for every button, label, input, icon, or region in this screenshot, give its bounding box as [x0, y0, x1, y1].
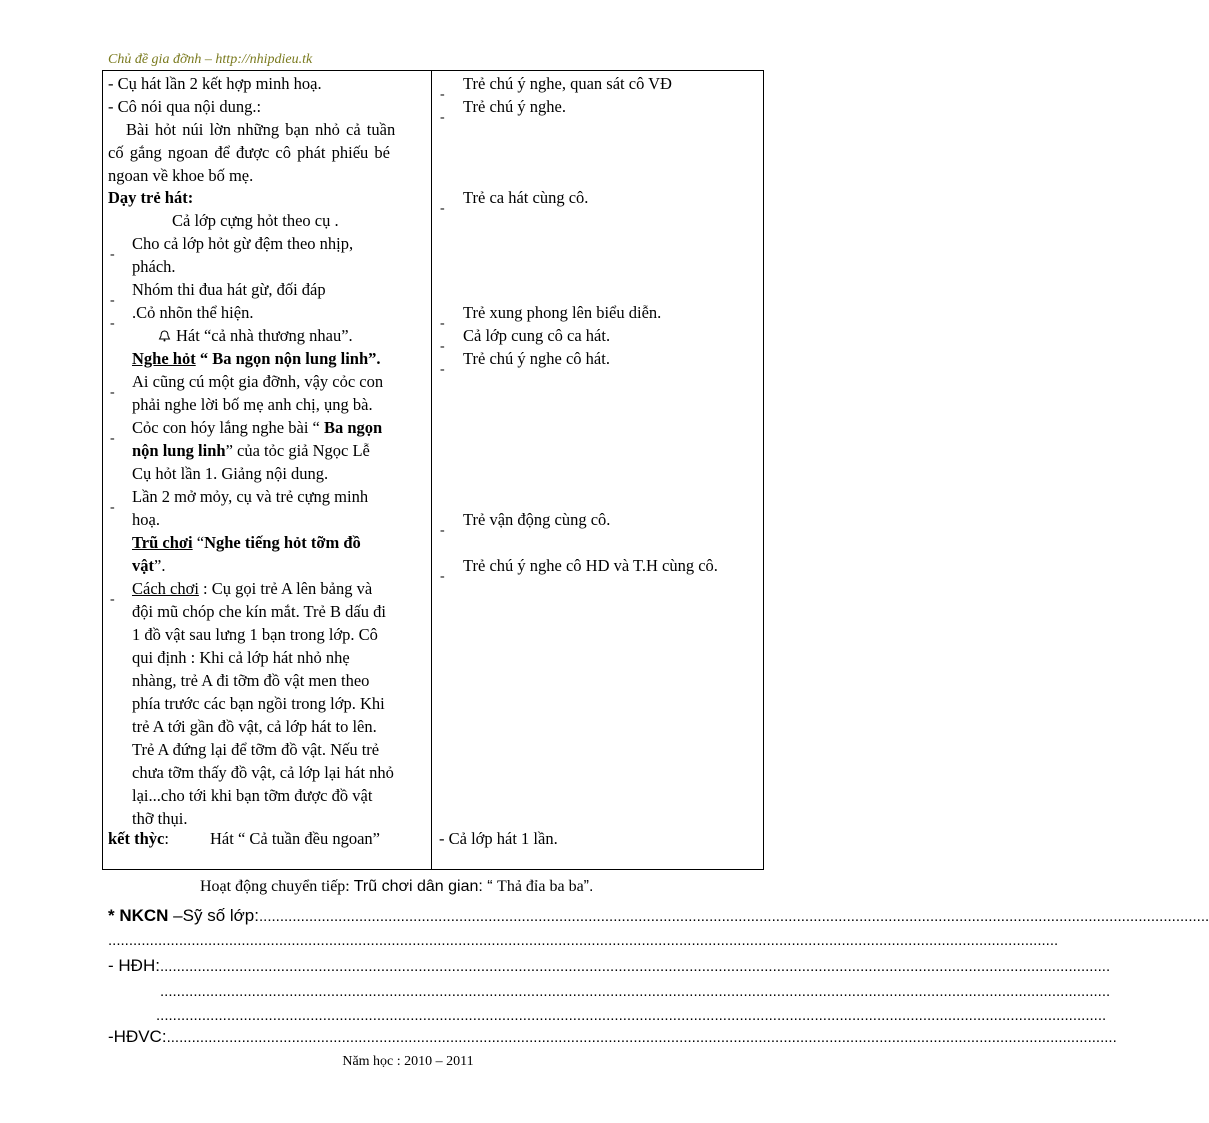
bullet-dash: - — [440, 87, 445, 102]
text-line: lại...cho tới khi bạn tỡm được đồ vật — [132, 786, 373, 805]
text-line: đội mũ chóp che kín mắt. Trẻ B dấu đi — [132, 602, 386, 621]
bullet-dash: - — [110, 385, 115, 400]
text-line: Bài hỏt núi lờn những bạn nhỏ cả tuần — [126, 120, 396, 139]
hdvc-label: -HĐVC: — [108, 1027, 167, 1046]
text-run: : Cụ gọi trẻ A lên bảng và — [198, 579, 373, 598]
text-line — [158, 325, 353, 347]
song-title: nộn lung linh — [132, 441, 226, 460]
bullet-dash: - — [440, 569, 445, 584]
text-line — [132, 532, 361, 554]
text-line: Cả lớp cựng hỏt theo cụ . — [172, 211, 339, 230]
nkcn-label: * NKCN — [108, 906, 169, 925]
text-line — [132, 417, 382, 439]
nkcn-line — [108, 906, 1209, 927]
song-title: Ba ngọn — [324, 418, 383, 437]
text-line: Cả lớp cung cô ca hát. — [463, 326, 611, 345]
hdh-label: - HĐH: — [108, 956, 160, 975]
text-line: ngoan về khoe bố mẹ. — [108, 166, 254, 185]
text-line — [132, 578, 372, 600]
text-line: Trẻ chú ý nghe. — [463, 97, 566, 116]
bullet-dash: - — [110, 500, 115, 515]
text-run: : — [164, 829, 169, 848]
section-heading: Dạy trẻ hát: — [108, 188, 194, 207]
text-line: nhàng, trẻ A đi tỡm đồ vật men theo — [132, 671, 370, 690]
page-header: Chủ đề gia đỡnh – http://nhipdieu.tk — [108, 52, 313, 67]
text-line: Trẻ xung phong lên biểu diễn. — [463, 303, 662, 322]
text-run: ”. — [583, 878, 594, 895]
text-line: Trẻ chú ý nghe cô HD và T.H cùng cô. — [463, 556, 718, 575]
text-line: trẻ A tới gần đồ vật, cả lớp hát to lên. — [132, 717, 377, 736]
text-line: Ai cũng cú một gia đỡnh, vậy cỏc con — [132, 372, 384, 391]
text-line: Trẻ chú ý nghe cô hát. — [463, 349, 610, 368]
game-title: Nghe tiếng hỏt tỡm đồ — [204, 533, 361, 552]
fill-dots: .................................................................................................................................................................................................................................... — [108, 932, 1059, 949]
text-line: Trẻ A đứng lại để tỡm đồ vật. Nếu trẻ — [132, 740, 380, 759]
text-line: Nhóm thi đua hát gừ, đối đáp — [132, 280, 326, 299]
text-run: Trũ chơi dân gian: “ — [353, 878, 498, 895]
bullet-dash: - — [110, 293, 115, 308]
text-line: qui định : Khi cả lớp hát nhỏ nhẹ — [132, 648, 350, 667]
bullet-dash: - — [440, 339, 445, 354]
text-line: hoạ. — [132, 510, 160, 529]
text-line: thỡ thụi. — [132, 809, 188, 828]
fill-dots: .................................................................................................................................................................................................................................... — [258, 908, 1209, 925]
hdvc-line — [108, 1027, 1117, 1048]
subheading: Cách chơi — [132, 579, 199, 598]
text-line: cố gắng ngoan để được cô phát phiếu bé — [108, 143, 390, 162]
game-title: Thả đỉa ba ba — [497, 878, 584, 895]
text-line: phía trước các bạn ngồi trong lớp. Khi — [132, 694, 385, 713]
text-run: Hoạt động chuyển tiếp: — [200, 878, 354, 895]
text-line: Trẻ vận động cùng cô. — [463, 510, 611, 529]
hdh-line — [108, 956, 1111, 977]
bullet-dash: - — [440, 362, 445, 377]
text-line — [108, 828, 169, 850]
section-heading: Nghe hỏt — [132, 349, 196, 368]
song-title: “ Ba ngọn nộn lung linh”. — [195, 349, 381, 368]
bullet-dash: - — [440, 110, 445, 125]
text-line: - Cô nói qua nội dung.: — [108, 97, 262, 116]
text-line: Cụ hỏt lần 1. Giảng nội dung. — [132, 464, 329, 483]
text-line: Hát “ Cả tuần đều ngoan” — [210, 829, 380, 848]
section-heading: kết thỳc — [108, 829, 165, 848]
song-title-line: Hát “cả nhà thương nhau”. — [176, 326, 353, 345]
transition-activity — [200, 876, 593, 898]
text-line: .Cỏ nhõn thể hiện. — [132, 303, 254, 322]
text-line: - Cụ hát lần 2 kết hợp minh hoạ. — [108, 74, 322, 93]
text-line: Lần 2 mở mỏy, cụ và trẻ cựng minh — [132, 487, 369, 506]
bullet-dash: - — [110, 592, 115, 607]
text-line: phách. — [132, 257, 176, 276]
bullet-dash: - — [440, 201, 445, 216]
class-size-label: –Sỹ số lớp: — [168, 906, 259, 925]
text-run: ”. — [154, 556, 166, 575]
bullet-dash: - — [440, 316, 445, 331]
text-run: Cỏc con hóy lắng nghe bài “ — [132, 418, 324, 437]
fill-dots: .................................................................................................................................................................................................................................... — [166, 1029, 1117, 1046]
text-run: ” của tỏc giả Ngọc Lễ — [225, 441, 370, 460]
fill-dots: .................................................................................................................................................................................................................................... — [156, 1007, 1107, 1024]
text-line — [132, 440, 370, 462]
fill-dots: .................................................................................................................................................................................................................................... — [159, 958, 1111, 975]
bullet-dash: - — [440, 523, 445, 538]
fill-dots: .................................................................................................................................................................................................................................... — [160, 983, 1111, 1000]
table-column-divider — [431, 70, 432, 870]
section-heading: Trũ chơi — [132, 533, 193, 552]
bullet-dash: - — [110, 431, 115, 446]
text-line: 1 đồ vật sau lưng 1 bạn trong lớp. Cô — [132, 625, 378, 644]
bell-icon — [158, 330, 171, 342]
game-title: vật — [132, 556, 154, 575]
bullet-dash: - — [110, 316, 115, 331]
text-line: phải nghe lời bố mẹ anh chị, ụng bà. — [132, 395, 373, 414]
page-footer: Năm học : 2010 – 2011 — [342, 1054, 474, 1069]
text-line: - Cả lớp hát 1 lần. — [439, 829, 558, 848]
text-line: Cho cả lớp hỏt gừ đệm theo nhịp, — [132, 234, 354, 253]
text-line: Trẻ chú ý nghe, quan sát cô VĐ — [463, 74, 672, 93]
text-line — [132, 555, 165, 577]
text-line: Trẻ ca hát cùng cô. — [463, 188, 589, 207]
text-line: chưa tỡm thấy đồ vật, cả lớp lại hát nhỏ — [132, 763, 394, 782]
text-run: “ — [192, 533, 205, 552]
bullet-dash: - — [110, 247, 115, 262]
text-line — [132, 348, 381, 370]
